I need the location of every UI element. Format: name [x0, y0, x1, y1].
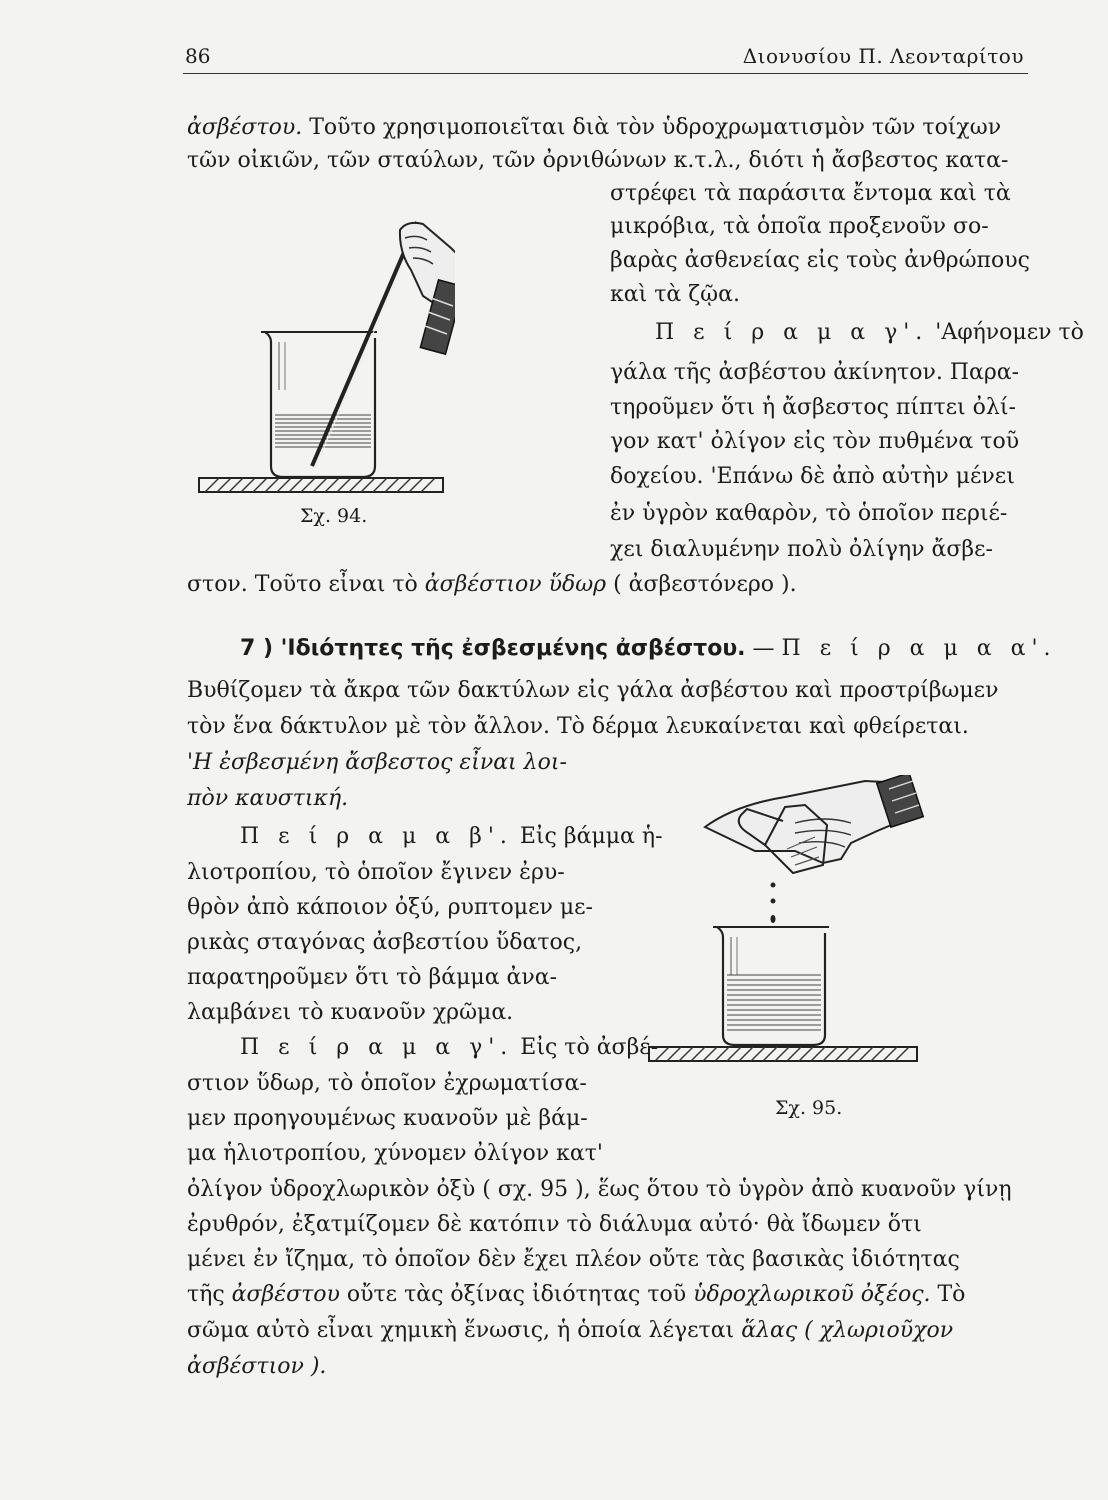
experiment-label: Π ε ί ρ α μ α γ'. [655, 320, 929, 345]
text-span: τῆς [187, 1282, 232, 1307]
italic-term: ἀσβέστου. [187, 115, 303, 140]
text-span: 'Αφήνομεν τὸ [928, 320, 1084, 345]
text-line: γάλα τῆς ἀσβέστου ἀκίνητον. Παρα- [610, 360, 1020, 385]
text-span: ( ἀσβεστόνερο ). [606, 572, 797, 597]
text-line: βαρὰς ἀσθενείας εἰς τοὺς ἀνθρώπους [610, 248, 1030, 273]
text-line: τὸν ἕνα δάκτυλον μὲ τὸν ἄλλον. Τὸ δέρμα λευκαίνεται καὶ φθείρεται. [187, 714, 969, 739]
text-span: σῶμα αὐτὸ εἶναι χημικὴ ἕνωσις, ἡ ὁποία λέγεται [187, 1318, 742, 1343]
text-span: οὔτε τὰς ὀξίνας ἰδιότητας τοῦ [339, 1282, 694, 1307]
text-line [187, 117, 1027, 139]
text-line: 'Η ἐσβεσμένη ἄσβεστος εἶναι λοι- [187, 750, 567, 775]
text-line: ρικὰς σταγόνας ἀσβεστίου ὕδατος, [187, 930, 583, 955]
text-span: Τὸ [930, 1282, 966, 1307]
italic-term: ἅλας ( χλωριοῦχον [741, 1318, 954, 1343]
experiment-label: Π ε ί ρ α μ α γ'. [240, 1035, 514, 1060]
figure-95-illustration [645, 775, 925, 1075]
text-line: θρὸν ἀπὸ κάποιον ὀξύ, ρυπτομεν με- [187, 895, 593, 920]
page-number: 86 [185, 44, 211, 68]
text-line [187, 574, 797, 596]
text-span: Εἰς τὸ ἀσβέ- [513, 1035, 659, 1060]
italic-term: ὑδροχλωρικοῦ ὀξέος. [693, 1282, 931, 1307]
italic-term: ἀσβέστου [231, 1282, 340, 1307]
text-line: μεν προηγουμένως κυανοῦν μὲ βάμ- [187, 1106, 588, 1131]
running-header-author: Διονυσίου Π. Λεονταρίτου [742, 44, 1024, 68]
text-line: χει διαλυμένην πολὺ ὀλίγην ἄσβε- [610, 537, 993, 562]
text-span: — [745, 636, 782, 661]
header-rule [183, 73, 1028, 74]
text-line: στρέφει τὰ παράσιτα ἔντομα καὶ τὰ [610, 181, 1011, 206]
experiment-label: Π ε ί ρ α μ α β'. [240, 824, 513, 849]
text-line: ἐρυθρόν, ἐξατμίζομεν δὲ κατόπιν τὸ διάλυμα αὐτό· θὰ ἴδωμεν ὅτι [187, 1212, 922, 1237]
text-line: παρατηροῦμεν ὅτι τὸ βάμμα ἀνα- [187, 965, 558, 990]
text-line: ἐν ὑγρὸν καθαρὸν, τὸ ὁποῖον περιέ- [610, 501, 1008, 526]
text-span: Τοῦτο χρησιμοποιεῖται διὰ τὸν ὑδροχρωματισμὸν τῶν τοίχων [302, 115, 1002, 140]
italic-term: ἀσβέστιον ὕδωρ [424, 572, 607, 597]
section-heading: 7 ) 'Ιδιότητες τῆς ἐσβεσμένης ἀσβέστου. [240, 636, 746, 661]
text-line: τηροῦμεν ὅτι ἡ ἄσβεστος πίπτει ὀλί- [610, 395, 1016, 420]
text-line: Βυθίζομεν τὰ ἄκρα τῶν δακτύλων εἰς γάλα ἀσβέστου καὶ προστρίβωμεν [187, 678, 999, 703]
text-line [187, 1320, 953, 1342]
text-span: στον. Τοῦτο εἶναι τὸ [187, 572, 425, 597]
text-line: λιοτροπίου, τὸ ὁποῖον ἔγινεν ἐρυ- [187, 860, 565, 885]
text-line [240, 826, 663, 848]
text-line: τῶν οἰκιῶν, τῶν σταύλων, τῶν ὀρνιθώνων κ.τ.λ., διότι ἡ ἄσβεστος κατα- [187, 148, 1009, 173]
text-line [655, 322, 1084, 344]
text-line: καὶ τὰ ζῷα. [610, 282, 740, 307]
text-line [187, 1284, 965, 1306]
text-line: λαμβάνει τὸ κυανοῦν χρῶμα. [187, 1000, 514, 1025]
text-line: ὀλίγον ὑδροχλωρικὸν ὀξὺ ( σχ. 95 ), ἕως ὅτου τὸ ὑγρὸν ἀπὸ κυανοῦν γίνῃ [187, 1177, 1012, 1202]
text-line: γον κατ' ὀλίγον εἰς τὸν πυθμένα τοῦ [610, 429, 1020, 454]
text-line: μικρόβια, τὰ ὁποῖα προξενοῦν σο- [610, 214, 989, 239]
figure-94-illustration [195, 190, 455, 500]
experiment-label: Π ε ί ρ α μ α α'. [781, 636, 1057, 661]
text-line: πὸν καυστική. [187, 786, 349, 811]
figure-95-caption: Σχ. 95. [775, 1097, 843, 1119]
text-line: μένει ἐν ἴζημα, τὸ ὁποῖον δὲν ἔχει πλέον οὔτε τὰς βασικὰς ἰδιότητας [187, 1247, 960, 1272]
text-line [240, 1037, 658, 1059]
text-line: ἀσβέστιον ). [187, 1354, 327, 1379]
text-line: δοχείου. 'Επάνω δὲ ἀπὸ αὐτὴν μένει [610, 464, 1015, 489]
figure-94-caption: Σχ. 94. [300, 505, 368, 527]
text-span: Εἰς βάμμα ἡ- [512, 824, 663, 849]
text-line: μα ἡλιοτροπίου, χύνομεν ὀλίγον κατ' [187, 1141, 603, 1166]
text-line: στιον ὕδωρ, τὸ ὁποῖον ἐχρωματίσα- [187, 1071, 587, 1096]
section-heading-line [240, 638, 1057, 660]
